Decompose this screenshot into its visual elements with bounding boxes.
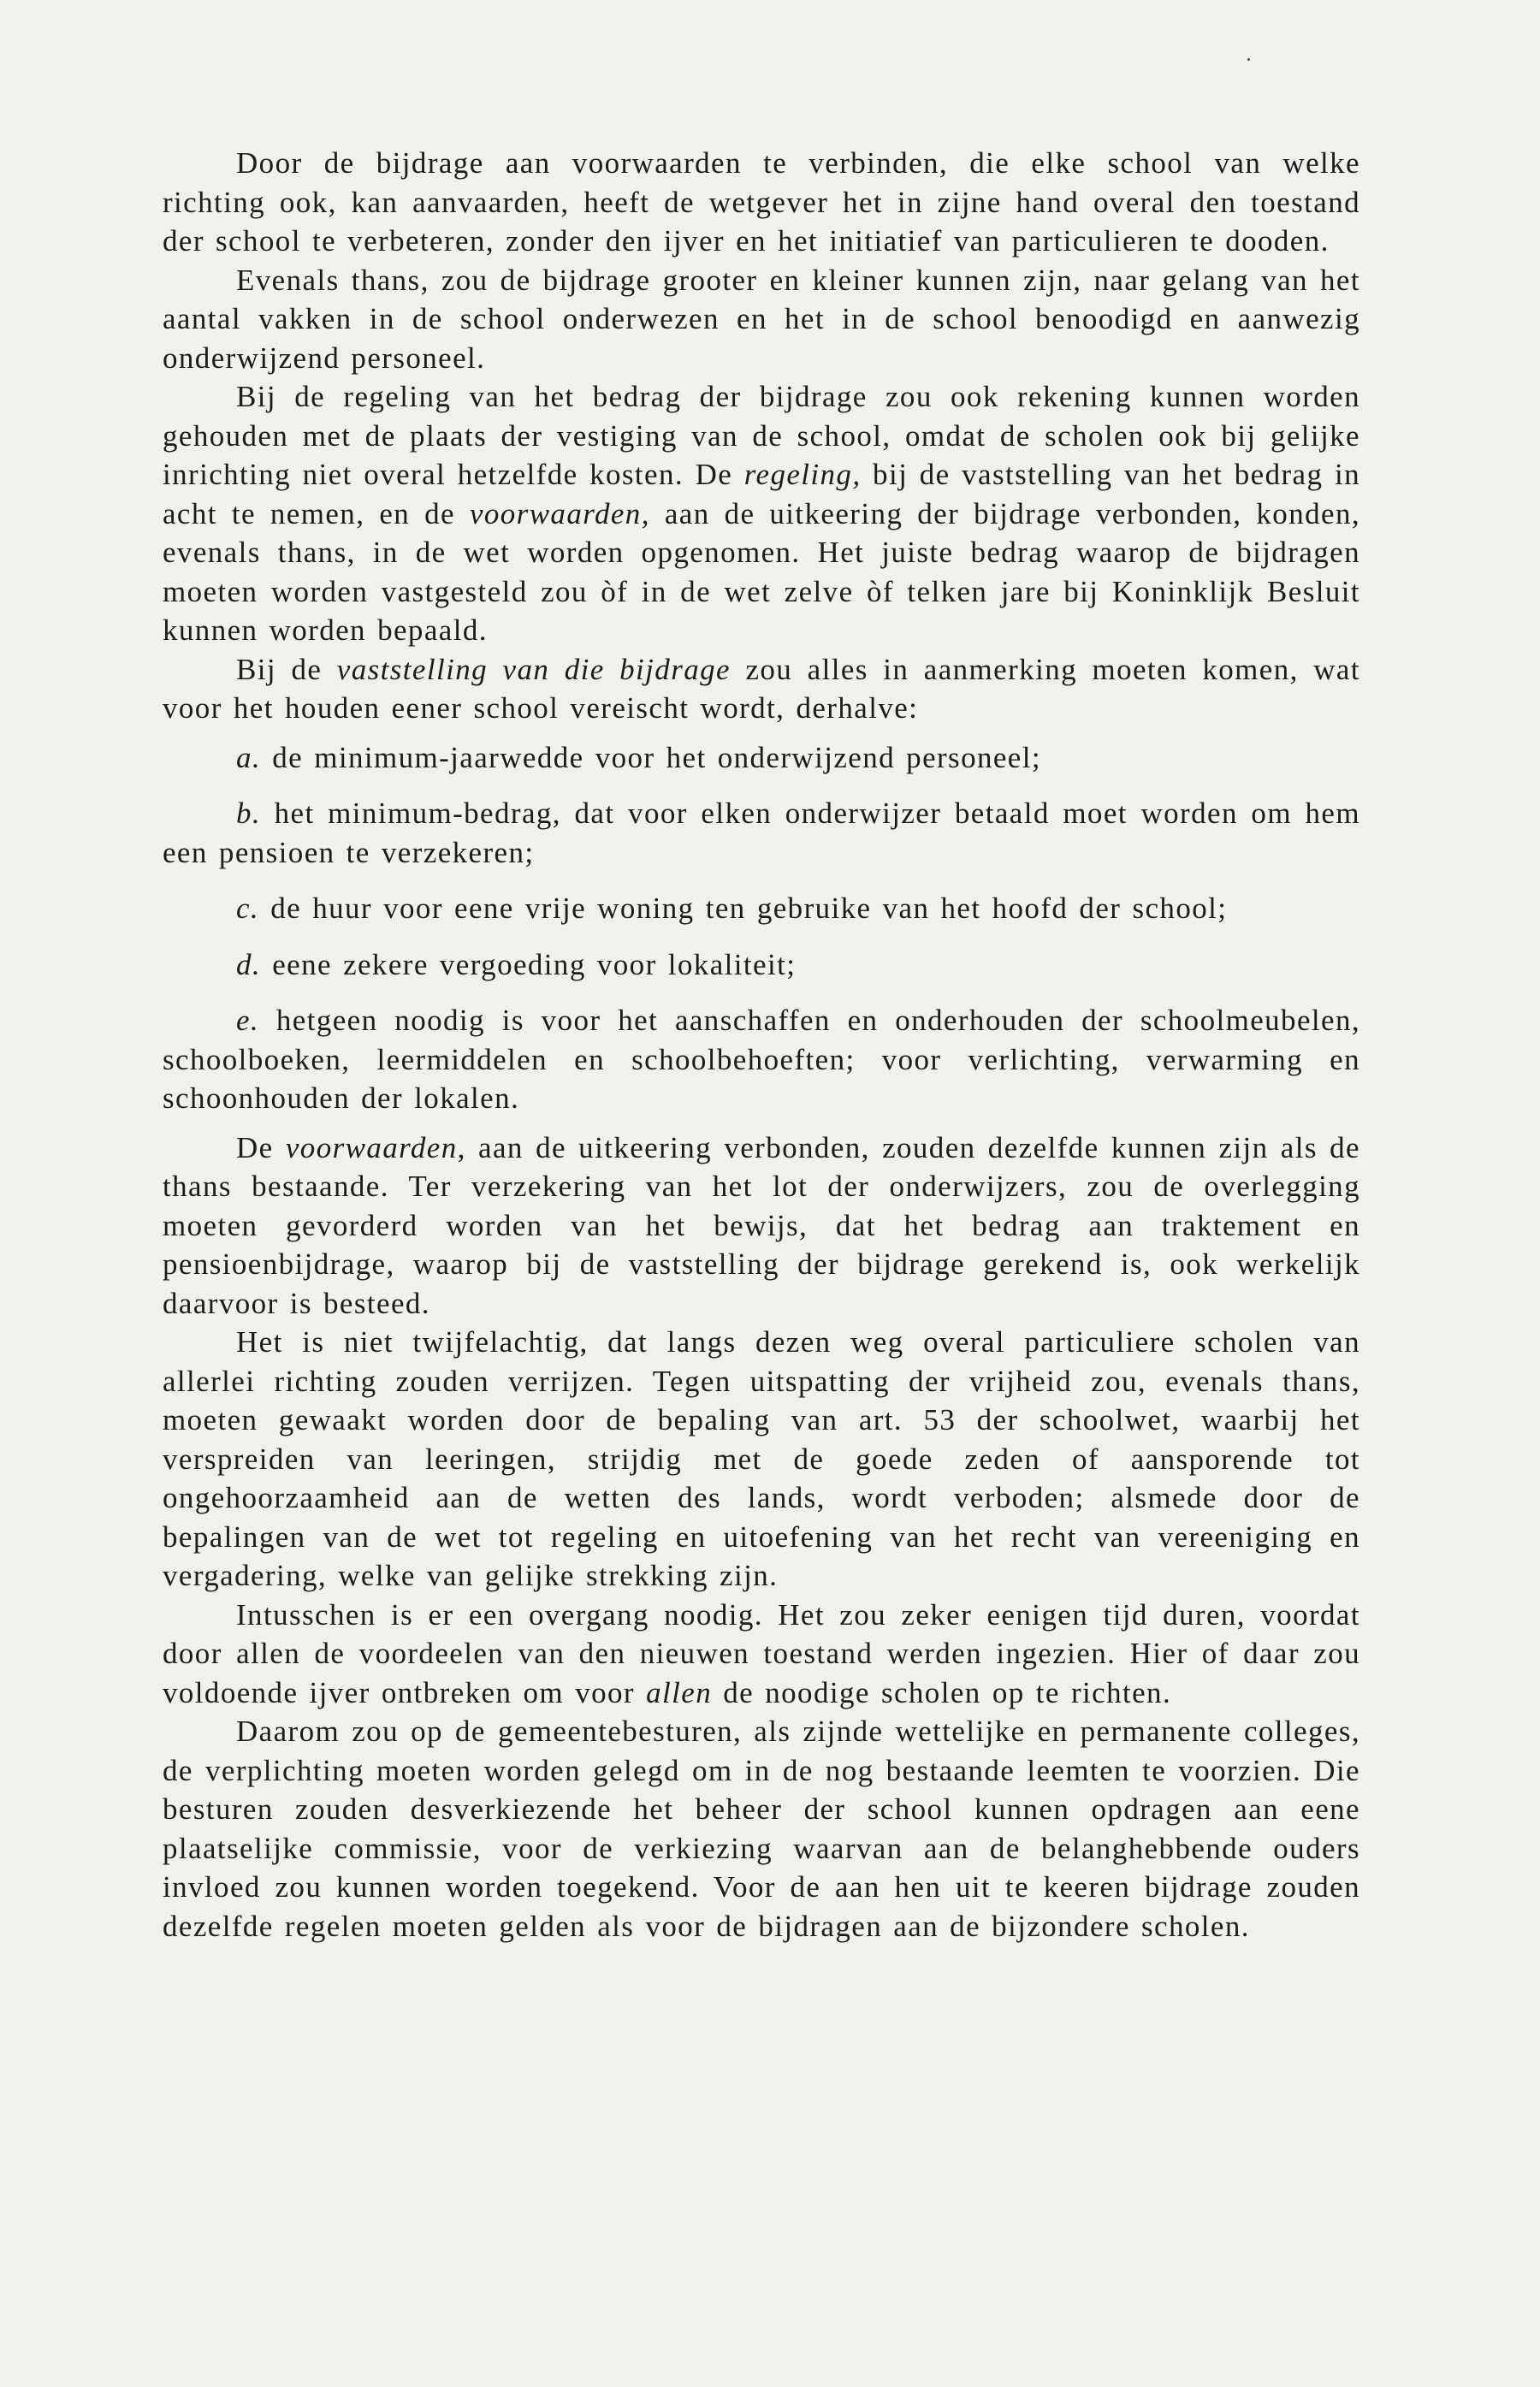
list-item-c xyxy=(163,889,1360,928)
paragraph-3-emphasis-regeling: regeling, xyxy=(743,458,862,491)
paragraph-4-emphasis: vaststelling van die bijdrage xyxy=(336,652,731,686)
paragraph-5-emphasis: voorwaarden, xyxy=(285,1130,466,1164)
paragraph-5-text-b: aan de uitkeering verbonden, zouden dezelfde kunnen zijn als de thans bestaande. Ter verzekering van het lot der onderwijzers, zou de overlegging moeten gevorderd worden van het bewijs, dat het bedrag aan traktement en pensioenbijdrage, waarop bij de vaststelling der bijdrage gerekend is, ook werkelijk daarvoor is besteed. xyxy=(163,1130,1360,1320)
list-text-c: de huur voor eene vrije woning ten gebruike van het hoofd der school; xyxy=(259,891,1228,925)
paragraph-4 xyxy=(163,650,1360,728)
list-text-d: eene zekere vergoeding voor lokaliteit; xyxy=(261,947,797,981)
paragraph-3 xyxy=(163,377,1360,650)
paragraph-5 xyxy=(163,1128,1360,1324)
paragraph-7-text-b: de noodige scholen op te richten. xyxy=(712,1675,1172,1709)
list-item-b xyxy=(163,794,1360,872)
list-marker-b: b. xyxy=(236,797,262,830)
paragraph-5-text-a: De xyxy=(236,1130,286,1164)
list-item-d xyxy=(163,945,1360,985)
paper-speck xyxy=(1247,58,1250,61)
paragraph-6: Het is niet twijfelachtig, dat langs dezen weg overal particuliere scholen van allerlei richting zouden verrijzen. Tegen uitspatting der vrijheid zou, evenals thans, moeten gewaakt worden door de bepaling van art. 53 der schoolwet, waarbij het verspreiden van leeringen, strijdig met de goede zeden of aansporende tot ongehoorzaamheid aan de wetten des lands, wordt verboden; alsmede door de bepalingen van de wet tot regeling en uitoefening van het recht van vereeniging en vergadering, welke van gelijke strekking zijn. xyxy=(163,1325,1360,1592)
paragraph-7-text-a: Intusschen is er een overgang noodig. Het zou zeker eenigen tijd duren, voordat door allen de voordeelen van den nieuwen toestand werden ingezien. Hier of daar zou voldoende ijver ontbreken om voor xyxy=(163,1597,1360,1709)
list-marker-a: a. xyxy=(236,740,262,774)
paragraph-7-emphasis: allen xyxy=(646,1675,713,1709)
paragraph-4-text-a: Bij de xyxy=(236,652,337,686)
paragraph-7 xyxy=(163,1596,1360,1713)
paragraph-3-text-c: aan de uitkeering der bijdrage verbonden, konden, evenals thans, in de wet worden opgenomen. Het juiste bedrag waarop de bijdragen moeten worden vastgesteld zou òf in de wet zelve òf telken jare bij Koninklijk Besluit kunnen worden bepaald. xyxy=(163,496,1360,647)
list-text-a: de minimum-jaarwedde voor het onderwijzend personeel; xyxy=(261,740,1041,774)
paragraph-3-text-b: bij de vaststelling van het bedrag in acht te nemen, en de xyxy=(163,458,1360,530)
paragraph-1: Door de bijdrage aan voorwaarden te verbinden, die elke school van welke richting ook, kan aanvaarden, heeft de wetgever het in zijne hand overal den toestand der school te verbeteren, zonder den ijver en het initiatief van particulieren te dooden. xyxy=(163,146,1360,258)
paragraph-8: Daarom zou op de gemeentebesturen, als zijnde wettelijke en permanente colleges, de verplichting moeten worden gelegd om in de nog bestaande leemten te voorzien. Die besturen zouden desverkiezende het beheer der school kunnen opdragen aan eene plaatselijke commissie, voor de verkiezing waarvan aan de belanghebbende ouders invloed zou kunnen worden toegekend. Voor de aan hen uit te keeren bijdrage zouden dezelfde regelen moeten gelden als voor de bijdragen aan de bijzondere scholen. xyxy=(163,1715,1360,1943)
paragraph-4-text-b: zou alles in aanmerking moeten komen, wat voor het houden eener school vereischt wordt, derhalve: xyxy=(163,652,1360,725)
list-item-e xyxy=(163,1001,1360,1118)
list-item-a xyxy=(163,738,1360,778)
paragraph-3-emphasis-voorwaarden: voorwaarden, xyxy=(469,496,650,530)
paragraph-3-text-a: Bij de regeling van het bedrag der bijdrage zou ook rekening kunnen worden gehouden met de plaats der vestiging van de school, omdat de scholen ook bij gelijke inrichting niet overal hetzelfde kosten. De xyxy=(163,380,1360,491)
list-text-e: hetgeen noodig is voor het aanschaffen en onderhouden der schoolmeubelen, schoolboeken, leermiddelen en schoolbehoeften; voor verlichting, verwarming en schoonhouden der lokalen. xyxy=(163,1004,1360,1115)
list-marker-d: d. xyxy=(236,947,262,981)
body-text xyxy=(163,144,1360,1946)
paragraph-2: Evenals thans, zou de bijdrage grooter en kleiner kunnen zijn, naar gelang van het aantal vakken in de school onderwezen en het in de school benoodigd en aanwezig onderwijzend personeel. xyxy=(163,263,1360,375)
list-marker-e: e. xyxy=(236,1004,260,1037)
list-text-b: het minimum-bedrag, dat voor elken onderwijzer betaald moet worden om hem een pensioen te verzekeren; xyxy=(163,797,1360,869)
list-marker-c: c. xyxy=(236,891,260,925)
